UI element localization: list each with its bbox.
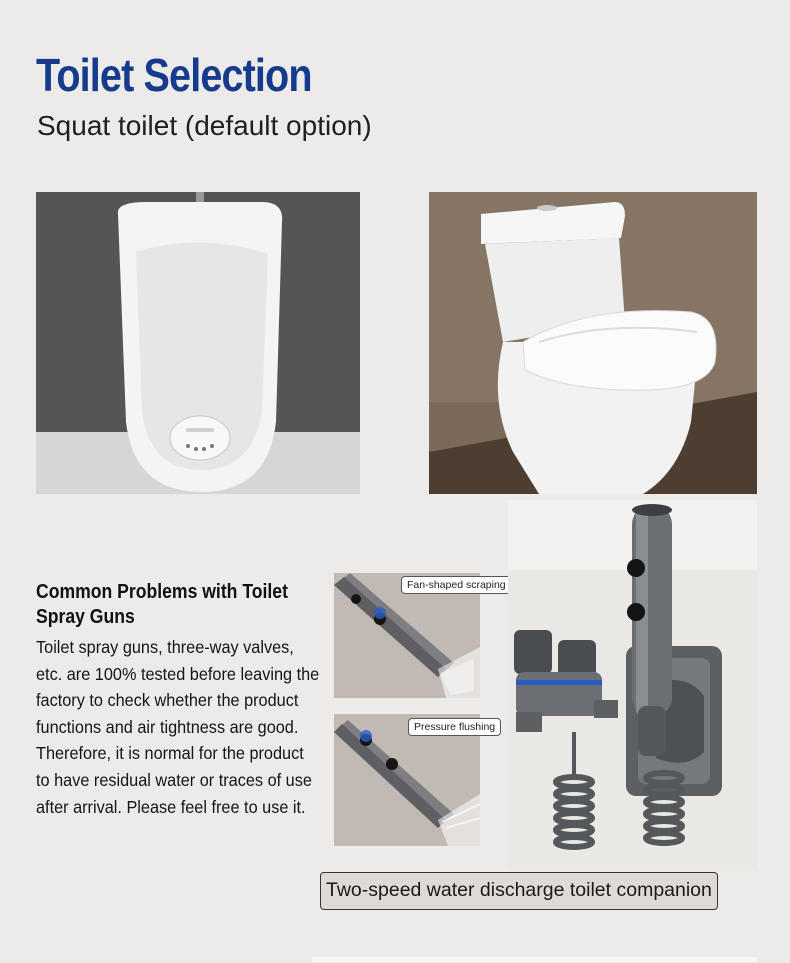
page-subtitle: Squat toilet (default option) <box>37 110 372 141</box>
spray-mode-label: Pressure flushing <box>408 718 501 736</box>
toilet-photo <box>429 192 757 494</box>
page-title: Toilet Selection <box>36 49 312 101</box>
urinal-photo <box>36 192 360 494</box>
product-caption: Two-speed water discharge toilet companion <box>320 872 718 910</box>
problems-heading: Common Problems with Toilet Spray Guns <box>36 581 288 628</box>
spray-mode-label: Fan-shaped scraping <box>401 576 512 594</box>
spray-gun-set-photo <box>508 500 757 870</box>
divider <box>312 957 757 962</box>
problems-description: Toilet spray guns, three-way valves, etc. are 100% tested before leaving the factory to check whether the product functions and air tightness are good. Therefore, it is normal for the product to have residual water or traces of use after arrival. Please feel free to use it. <box>36 637 320 817</box>
